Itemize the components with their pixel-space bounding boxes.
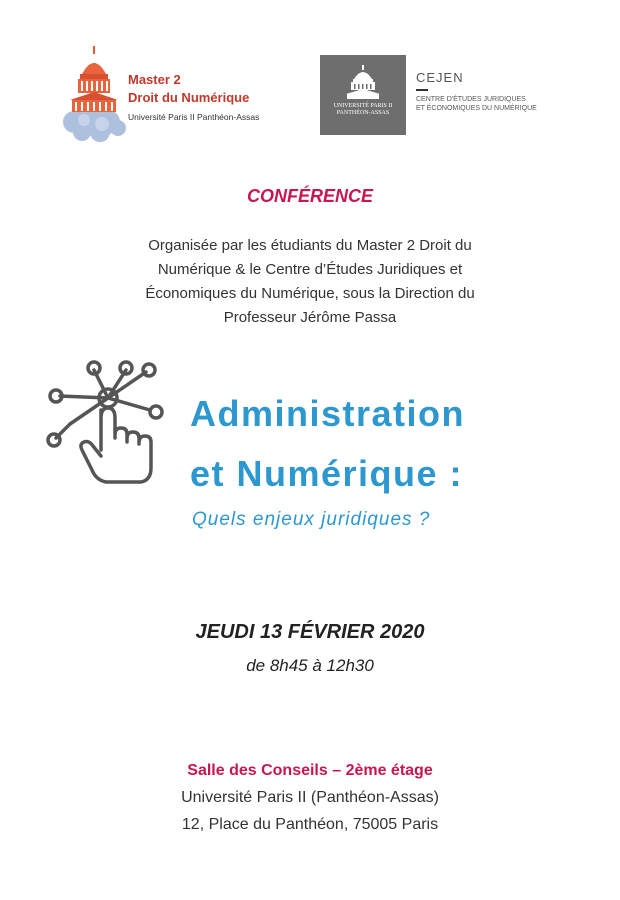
master2-logo	[60, 44, 290, 144]
event-university: Université Paris II (Panthéon-Assas)	[181, 789, 439, 806]
cejen-description	[416, 95, 537, 113]
pantheon-dome-cloud-icon	[60, 44, 130, 144]
cejen-divider	[416, 89, 428, 91]
event-title-line2: et Numérique :	[190, 453, 464, 494]
logo-title-line1: Master 2	[128, 72, 181, 87]
organisers-line: Économiques du Numérique, sous la Direction du	[145, 285, 475, 302]
organisers-line: Numérique & le Centre d’Études Juridiques et	[157, 261, 463, 278]
event-title-line1: Administration	[190, 393, 466, 434]
organisers-paragraph	[70, 234, 550, 330]
event-room: Salle des Conseils – 2ème étage	[187, 762, 433, 779]
pantheon-building-icon	[320, 55, 406, 101]
university-seal	[320, 55, 406, 135]
seal-text	[320, 103, 406, 117]
event-address: 12, Place du Panthéon, 75005 Paris	[181, 816, 439, 833]
organisers-line: Professeur Jérôme Passa	[223, 309, 397, 326]
event-type-heading: CONFÉRENCE	[246, 186, 373, 206]
event-time: de 8h45 à 12h30	[246, 656, 374, 675]
cejen-acronym: CEJEN	[416, 70, 464, 85]
logo-university: Université Paris II Panthéon-Assas	[128, 112, 260, 122]
logo-title-line2: Droit du Numérique	[128, 90, 250, 105]
cejen-description-line1: CENTRE D'ÉTUDES JURIDIQUES	[416, 96, 526, 103]
cejen-description-line2: ET ÉCONOMIQUES DU NUMÉRIQUE	[416, 105, 537, 112]
seal-line2: PANTHÉON-ASSAS	[336, 110, 390, 116]
event-subtitle: Quels enjeux juridiques ?	[192, 509, 431, 530]
organisers-line: Organisée par les étudiants du Master 2 Droit du	[148, 237, 472, 254]
cejen-logo	[320, 55, 550, 135]
seal-line1: UNIVERSITÉ PARIS II	[333, 103, 393, 109]
touch-network-icon	[46, 358, 166, 488]
event-date: JEUDI 13 FÉVRIER 2020	[195, 621, 425, 643]
